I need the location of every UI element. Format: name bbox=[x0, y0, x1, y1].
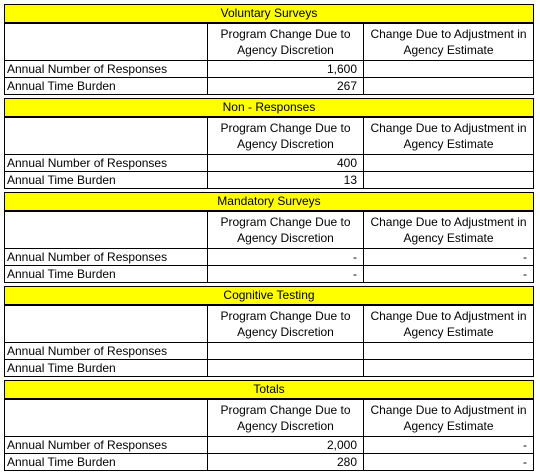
responses-program-value: 2,000 bbox=[207, 436, 364, 454]
responses-label: Annual Number of Responses bbox=[4, 436, 208, 454]
blank-header-cell bbox=[4, 211, 208, 249]
section-title-banner bbox=[4, 98, 534, 117]
burden-label: Annual Time Burden bbox=[4, 453, 208, 471]
burden-row bbox=[4, 171, 534, 189]
adjustment-change-header: Change Due to Adjustment in Agency Estimate bbox=[363, 399, 534, 437]
responses-adjustment-value: - bbox=[363, 436, 534, 454]
burden-program-value: 267 bbox=[207, 77, 364, 95]
column-header-row bbox=[4, 117, 534, 155]
burden-label: Annual Time Burden bbox=[4, 171, 208, 189]
burden-row bbox=[4, 265, 534, 283]
responses-program-value: 1,600 bbox=[207, 60, 364, 78]
burden-label: Annual Time Burden bbox=[4, 265, 208, 283]
responses-row bbox=[4, 248, 534, 266]
burden-label: Annual Time Burden bbox=[4, 77, 208, 95]
section-title: Cognitive Testing bbox=[223, 288, 315, 302]
responses-adjustment-value bbox=[363, 342, 534, 360]
section-mandatory-surveys bbox=[4, 192, 534, 285]
column-header-row bbox=[4, 23, 534, 61]
burden-program-value bbox=[207, 359, 364, 377]
section-non-responses bbox=[4, 98, 534, 191]
responses-label: Annual Number of Responses bbox=[4, 154, 208, 172]
blank-header-cell bbox=[4, 399, 208, 437]
adjustment-change-header: Change Due to Adjustment in Agency Estimate bbox=[363, 117, 534, 155]
burden-adjustment-value: - bbox=[363, 453, 534, 471]
burden-program-value: 13 bbox=[207, 171, 364, 189]
column-header-row bbox=[4, 211, 534, 249]
adjustment-change-header: Change Due to Adjustment in Agency Estimate bbox=[363, 23, 534, 61]
section-title-banner bbox=[4, 4, 534, 23]
burden-adjustment-value bbox=[363, 359, 534, 377]
burden-row bbox=[4, 77, 534, 95]
responses-label: Annual Number of Responses bbox=[4, 248, 208, 266]
program-change-header: Program Change Due to Agency Discretion bbox=[207, 211, 364, 249]
program-change-header: Program Change Due to Agency Discretion bbox=[207, 305, 364, 343]
adjustment-change-header: Change Due to Adjustment in Agency Estimate bbox=[363, 211, 534, 249]
responses-row bbox=[4, 342, 534, 360]
burden-row bbox=[4, 453, 534, 471]
burden-adjustment-value: - bbox=[363, 265, 534, 283]
program-change-header: Program Change Due to Agency Discretion bbox=[207, 399, 364, 437]
responses-label: Annual Number of Responses bbox=[4, 342, 208, 360]
burden-table bbox=[4, 4, 534, 474]
adjustment-change-header: Change Due to Adjustment in Agency Estimate bbox=[363, 305, 534, 343]
section-title: Totals bbox=[253, 382, 285, 396]
blank-header-cell bbox=[4, 305, 208, 343]
burden-row bbox=[4, 359, 534, 377]
section-title: Mandatory Surveys bbox=[217, 194, 321, 208]
section-title-banner bbox=[4, 192, 534, 211]
blank-header-cell bbox=[4, 23, 208, 61]
responses-adjustment-value bbox=[363, 154, 534, 172]
responses-program-value: - bbox=[207, 248, 364, 266]
responses-row bbox=[4, 154, 534, 172]
program-change-header: Program Change Due to Agency Discretion bbox=[207, 23, 364, 61]
section-title-banner bbox=[4, 286, 534, 305]
responses-program-value: 400 bbox=[207, 154, 364, 172]
column-header-row bbox=[4, 399, 534, 437]
column-header-row bbox=[4, 305, 534, 343]
blank-header-cell bbox=[4, 117, 208, 155]
responses-adjustment-value bbox=[363, 60, 534, 78]
responses-program-value bbox=[207, 342, 364, 360]
responses-row bbox=[4, 60, 534, 78]
burden-program-value: - bbox=[207, 265, 364, 283]
section-totals bbox=[4, 380, 534, 473]
section-cognitive-testing bbox=[4, 286, 534, 379]
section-title: Voluntary Surveys bbox=[220, 6, 318, 20]
responses-label: Annual Number of Responses bbox=[4, 60, 208, 78]
responses-adjustment-value: - bbox=[363, 248, 534, 266]
section-voluntary-surveys bbox=[4, 4, 534, 97]
burden-label: Annual Time Burden bbox=[4, 359, 208, 377]
burden-program-value: 280 bbox=[207, 453, 364, 471]
burden-adjustment-value bbox=[363, 77, 534, 95]
responses-row bbox=[4, 436, 534, 454]
section-title-banner bbox=[4, 380, 534, 399]
burden-adjustment-value bbox=[363, 171, 534, 189]
program-change-header: Program Change Due to Agency Discretion bbox=[207, 117, 364, 155]
section-title: Non - Responses bbox=[222, 100, 316, 114]
